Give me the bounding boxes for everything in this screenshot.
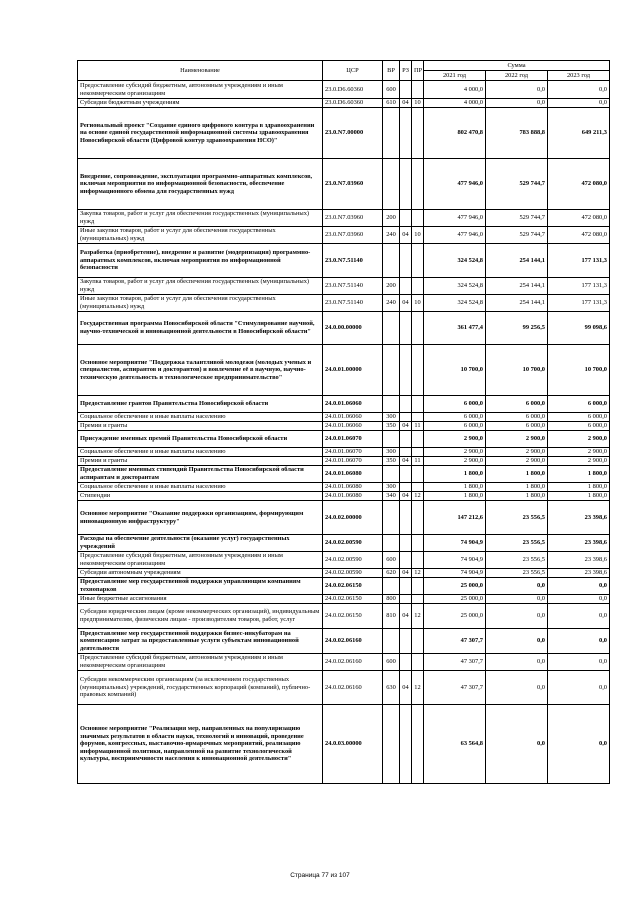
row-vr: 300 (383, 483, 400, 492)
row-name: Предоставление субсидий бюджетным, автономным учреждениям и иным некоммерческим организациям (78, 81, 323, 99)
row-rz (400, 413, 412, 422)
row-pr (412, 431, 424, 448)
row-value-2022: 2 900,0 (486, 448, 548, 457)
row-pr (412, 312, 424, 345)
table-row (78, 466, 610, 483)
row-value-2022: 1 800,0 (486, 483, 548, 492)
row-value-2022: 529 744,7 (486, 227, 548, 244)
row-csr: 24.0.02.06150 (323, 578, 383, 595)
row-pr (412, 396, 424, 413)
row-value-2022: 254 144,1 (486, 278, 548, 295)
header-year-2023: 2023 год (548, 71, 610, 81)
row-csr: 24.0.02.06160 (323, 654, 383, 671)
row-rz (400, 466, 412, 483)
row-rz: 04 (400, 492, 412, 501)
row-pr (412, 578, 424, 595)
row-csr: 23.0.N7.03960 (323, 227, 383, 244)
table-row (78, 227, 610, 244)
row-value-2023: 1 800,0 (548, 492, 610, 501)
row-name: Предоставление грантов Правительства Новосибирской области (78, 396, 323, 413)
row-rz: 04 (400, 604, 412, 629)
row-vr (383, 244, 400, 278)
row-pr (412, 552, 424, 569)
row-pr: 12 (412, 492, 424, 501)
row-value-2021: 361 477,4 (424, 312, 486, 345)
row-value-2022: 1 800,0 (486, 492, 548, 501)
row-rz (400, 535, 412, 552)
row-csr: 24.0.01.06080 (323, 483, 383, 492)
row-vr: 610 (383, 99, 400, 108)
row-name: Предоставление субсидий бюджетным, автономным учреждениям и иным некоммерческим организациям (78, 654, 323, 671)
header-row-top (78, 61, 610, 71)
row-value-2021: 6 000,0 (424, 422, 486, 431)
row-pr: 10 (412, 295, 424, 312)
row-value-2021: 47 307,7 (424, 671, 486, 705)
row-rz: 04 (400, 671, 412, 705)
row-vr (383, 345, 400, 396)
row-vr: 240 (383, 227, 400, 244)
row-pr (412, 210, 424, 227)
row-value-2022: 2 900,0 (486, 457, 548, 466)
row-value-2023: 0,0 (548, 578, 610, 595)
row-name: Предоставление именных стипендий Правительства Новосибирской области аспирантам и докторантам (78, 466, 323, 483)
row-value-2022: 0,0 (486, 595, 548, 604)
row-name: Социальное обеспечение и иные выплаты населению (78, 448, 323, 457)
header-sum: Сумма (424, 61, 610, 71)
row-pr (412, 535, 424, 552)
table-row (78, 413, 610, 422)
row-name: Предоставление субсидий бюджетным, автономным учреждениям и иным некоммерческим организациям (78, 552, 323, 569)
row-value-2022: 23 556,5 (486, 552, 548, 569)
row-value-2021: 1 800,0 (424, 492, 486, 501)
row-csr: 24.0.01.06060 (323, 413, 383, 422)
header-rz: РЗ (400, 61, 412, 81)
table-row (78, 278, 610, 295)
row-rz (400, 312, 412, 345)
row-value-2023: 177 131,3 (548, 244, 610, 278)
page-footer: Страница 77 из 107 (290, 872, 350, 879)
header-pr: ПР (412, 61, 424, 81)
row-value-2021: 6 000,0 (424, 413, 486, 422)
row-name: Закупка товаров, работ и услуг для обеспечения государственных (муниципальных) нужд (78, 210, 323, 227)
row-rz (400, 483, 412, 492)
row-pr (412, 345, 424, 396)
row-vr (383, 431, 400, 448)
table-row (78, 705, 610, 784)
header-year-2021: 2021 год (424, 71, 486, 81)
row-pr: 12 (412, 671, 424, 705)
row-value-2021: 74 904,9 (424, 535, 486, 552)
row-value-2022: 254 144,1 (486, 295, 548, 312)
row-value-2021: 477 946,0 (424, 227, 486, 244)
row-value-2021: 25 000,0 (424, 604, 486, 629)
row-value-2022: 529 744,7 (486, 210, 548, 227)
budget-table (77, 60, 610, 784)
row-value-2022: 6 000,0 (486, 396, 548, 413)
row-value-2021: 25 000,0 (424, 578, 486, 595)
row-name: Предоставление мер государственной поддержки бизнес-инкубаторам на компенсацию затрат за предоставленные услуги субъектам инновационной деятельности (78, 629, 323, 654)
row-value-2022: 0,0 (486, 604, 548, 629)
row-value-2021: 47 307,7 (424, 629, 486, 654)
row-pr (412, 466, 424, 483)
row-name: Субсидии некоммерческим организациям (за исключением государственных (муниципальных) учреждений, государственных корпораций (компаний), публично-правовых компаний) (78, 671, 323, 705)
row-value-2021: 25 000,0 (424, 595, 486, 604)
row-rz (400, 244, 412, 278)
row-value-2021: 4 000,0 (424, 81, 486, 99)
row-csr: 24.0.01.06070 (323, 457, 383, 466)
row-name: Внедрение, сопровождение, эксплуатация программно-аппаратных комплексов, включая мероприятия по информационной безопасности, обеспечение информационного обмена для государственных нужд (78, 159, 323, 210)
row-csr: 24.0.02.06150 (323, 604, 383, 629)
row-pr (412, 81, 424, 99)
row-value-2022: 529 744,7 (486, 159, 548, 210)
row-rz: 04 (400, 569, 412, 578)
table-row (78, 244, 610, 278)
row-value-2022: 0,0 (486, 81, 548, 99)
row-name: Разработка (приобретение), внедрение и развитие (модернизация) программно-аппаратных комплексов, включая мероприятия по информационной безопасности (78, 244, 323, 278)
row-rz (400, 81, 412, 99)
row-value-2022: 254 144,1 (486, 244, 548, 278)
row-pr: 10 (412, 227, 424, 244)
row-value-2023: 649 211,3 (548, 108, 610, 159)
row-csr: 24.0.02.00590 (323, 535, 383, 552)
row-vr (383, 578, 400, 595)
row-vr: 350 (383, 422, 400, 431)
row-value-2021: 802 470,8 (424, 108, 486, 159)
table-row (78, 578, 610, 595)
row-csr: 23.0.N7.03960 (323, 210, 383, 227)
row-name: Государственная программа Новосибирской области "Стимулирование научной, научно-технической и инновационной деятельности в Новосибирской области" (78, 312, 323, 345)
header-year-2022: 2022 год (486, 71, 548, 81)
row-vr: 630 (383, 671, 400, 705)
table-row (78, 448, 610, 457)
row-name: Присуждение именных премий Правительства Новосибирской области (78, 431, 323, 448)
row-vr (383, 396, 400, 413)
row-value-2023: 2 900,0 (548, 457, 610, 466)
row-pr (412, 278, 424, 295)
row-name: Субсидии юридическим лицам (кроме некоммерческих организаций), индивидуальным предпринимателям, физическим лицам - производителям товаров, работ, услуг (78, 604, 323, 629)
row-rz (400, 159, 412, 210)
row-value-2022: 2 900,0 (486, 431, 548, 448)
row-value-2023: 2 900,0 (548, 431, 610, 448)
row-pr: 12 (412, 569, 424, 578)
row-csr: 24.0.02.00590 (323, 569, 383, 578)
row-csr: 24.0.01.06060 (323, 422, 383, 431)
row-rz (400, 501, 412, 535)
row-value-2023: 472 080,0 (548, 159, 610, 210)
row-value-2022: 10 700,0 (486, 345, 548, 396)
row-csr: 23.0.N7.51140 (323, 295, 383, 312)
row-name: Иные бюджетные ассигнования (78, 595, 323, 604)
row-vr (383, 108, 400, 159)
row-rz (400, 654, 412, 671)
row-name: Основное мероприятие "Реализация мер, направленных на популяризацию значимых результатов в области науки, технологий и инноваций, проведение форумов, конгрессных, выставочно-ярмарочных мероприятий, реализацию информационной политики, направленной на развитие технологической культуры, восприимчивости населения к инновационной деятельности" (78, 705, 323, 784)
row-vr: 200 (383, 210, 400, 227)
row-rz (400, 552, 412, 569)
row-value-2023: 1 800,0 (548, 483, 610, 492)
row-value-2021: 4 000,0 (424, 99, 486, 108)
row-value-2022: 23 556,5 (486, 501, 548, 535)
row-value-2021: 74 904,9 (424, 569, 486, 578)
row-value-2023: 1 800,0 (548, 466, 610, 483)
row-value-2021: 2 900,0 (424, 448, 486, 457)
row-csr: 24.0.01.06060 (323, 396, 383, 413)
row-value-2023: 0,0 (548, 81, 610, 99)
row-value-2023: 23 398,6 (548, 569, 610, 578)
row-pr (412, 483, 424, 492)
row-value-2021: 74 904,9 (424, 552, 486, 569)
row-csr: 24.0.00.00000 (323, 312, 383, 345)
table-row (78, 552, 610, 569)
row-name: Основное мероприятие "Поддержка талантливой молодежи (молодых ученых и специалистов, аспирантов и докторантов) и вовлечение её в научную, научно-техническую деятельность и технологическое предпринимательство" (78, 345, 323, 396)
table-row (78, 595, 610, 604)
row-rz (400, 278, 412, 295)
table-row (78, 535, 610, 552)
row-name: Расходы на обеспечение деятельности (оказание услуг) государственных учреждений (78, 535, 323, 552)
row-vr: 600 (383, 552, 400, 569)
row-value-2023: 0,0 (548, 705, 610, 784)
row-value-2023: 0,0 (548, 654, 610, 671)
row-vr: 350 (383, 457, 400, 466)
row-name: Социальное обеспечение и иные выплаты населению (78, 413, 323, 422)
row-value-2022: 783 888,8 (486, 108, 548, 159)
row-value-2021: 2 900,0 (424, 457, 486, 466)
row-vr (383, 501, 400, 535)
row-rz: 04 (400, 422, 412, 431)
row-value-2023: 6 000,0 (548, 422, 610, 431)
row-rz (400, 345, 412, 396)
row-csr: 24.0.01.00000 (323, 345, 383, 396)
row-rz (400, 396, 412, 413)
row-rz: 04 (400, 295, 412, 312)
row-pr: 11 (412, 457, 424, 466)
row-pr (412, 413, 424, 422)
row-pr (412, 629, 424, 654)
row-vr: 340 (383, 492, 400, 501)
row-csr: 24.0.01.06080 (323, 466, 383, 483)
row-pr (412, 705, 424, 784)
row-pr (412, 159, 424, 210)
row-rz: 04 (400, 99, 412, 108)
row-vr: 200 (383, 278, 400, 295)
header-name: Наименование (78, 61, 323, 81)
row-value-2022: 99 256,5 (486, 312, 548, 345)
row-pr (412, 108, 424, 159)
row-vr: 800 (383, 595, 400, 604)
table-row (78, 159, 610, 210)
row-name: Премии и гранты (78, 422, 323, 431)
table-row (78, 210, 610, 227)
row-name: Иные закупки товаров, работ и услуг для обеспечения государственных (муниципальных) нужд (78, 227, 323, 244)
row-value-2023: 0,0 (548, 629, 610, 654)
row-csr: 23.0.D6.60360 (323, 81, 383, 99)
row-value-2023: 23 398,6 (548, 552, 610, 569)
row-vr (383, 535, 400, 552)
row-name: Субсидии бюджетным учреждениям (78, 99, 323, 108)
row-name: Региональный проект "Создание единого цифрового контура в здравоохранении на основе единой государственной информационной системы здравоохранения Новосибирской области (Цифровой контур здравоохранения НСО)" (78, 108, 323, 159)
table-row (78, 492, 610, 501)
table-row (78, 457, 610, 466)
header-vr: ВР (383, 61, 400, 81)
row-name: Субсидии автономным учреждениям (78, 569, 323, 578)
row-name: Стипендии (78, 492, 323, 501)
row-value-2023: 23 398,6 (548, 535, 610, 552)
row-pr (412, 448, 424, 457)
row-value-2021: 2 900,0 (424, 431, 486, 448)
row-name: Премии и гранты (78, 457, 323, 466)
row-rz (400, 705, 412, 784)
row-vr (383, 705, 400, 784)
row-pr (412, 595, 424, 604)
row-rz (400, 210, 412, 227)
table-row (78, 396, 610, 413)
row-csr: 24.0.01.06080 (323, 492, 383, 501)
table-row (78, 312, 610, 345)
budget-table-container (77, 60, 609, 784)
row-value-2022: 23 556,5 (486, 535, 548, 552)
row-name: Предоставление мер государственной поддержки управляющим компаниям технопарков (78, 578, 323, 595)
row-value-2021: 324 524,8 (424, 295, 486, 312)
row-rz (400, 578, 412, 595)
table-row (78, 108, 610, 159)
row-csr: 23.0.N7.00000 (323, 108, 383, 159)
row-value-2022: 6 000,0 (486, 422, 548, 431)
row-value-2023: 10 700,0 (548, 345, 610, 396)
table-row (78, 99, 610, 108)
row-value-2023: 472 080,0 (548, 210, 610, 227)
row-csr: 24.0.03.00000 (323, 705, 383, 784)
row-value-2023: 472 080,0 (548, 227, 610, 244)
row-csr: 24.0.01.06070 (323, 431, 383, 448)
row-rz (400, 431, 412, 448)
row-rz (400, 595, 412, 604)
row-csr: 24.0.01.06070 (323, 448, 383, 457)
row-vr: 600 (383, 81, 400, 99)
table-row (78, 501, 610, 535)
row-csr: 23.0.N7.51140 (323, 278, 383, 295)
row-value-2021: 47 307,7 (424, 654, 486, 671)
row-value-2021: 324 524,8 (424, 278, 486, 295)
table-row (78, 671, 610, 705)
row-rz (400, 629, 412, 654)
row-vr: 300 (383, 448, 400, 457)
row-value-2023: 0,0 (548, 604, 610, 629)
row-csr: 24.0.02.06160 (323, 671, 383, 705)
row-value-2023: 177 131,3 (548, 278, 610, 295)
row-vr: 600 (383, 654, 400, 671)
row-value-2023: 0,0 (548, 595, 610, 604)
row-value-2021: 324 524,8 (424, 244, 486, 278)
row-value-2022: 0,0 (486, 578, 548, 595)
row-csr: 23.0.N7.03960 (323, 159, 383, 210)
row-value-2023: 6 000,0 (548, 413, 610, 422)
table-row (78, 295, 610, 312)
row-value-2021: 477 946,0 (424, 159, 486, 210)
row-pr (412, 244, 424, 278)
row-vr (383, 312, 400, 345)
row-value-2023: 23 398,6 (548, 501, 610, 535)
row-value-2022: 0,0 (486, 99, 548, 108)
row-csr: 24.0.02.06150 (323, 595, 383, 604)
row-csr: 24.0.02.00000 (323, 501, 383, 535)
row-value-2023: 6 000,0 (548, 396, 610, 413)
row-value-2021: 10 700,0 (424, 345, 486, 396)
table-row (78, 483, 610, 492)
row-value-2022: 0,0 (486, 654, 548, 671)
row-value-2022: 0,0 (486, 629, 548, 654)
row-name: Основное мероприятие "Оказание поддержки организациям, формирующим инновационную инфраструктуру" (78, 501, 323, 535)
row-name: Социальное обеспечение и иные выплаты населению (78, 483, 323, 492)
row-pr: 12 (412, 604, 424, 629)
row-rz (400, 108, 412, 159)
row-csr: 24.0.02.00590 (323, 552, 383, 569)
row-csr: 23.0.D6.60360 (323, 99, 383, 108)
row-name: Закупка товаров, работ и услуг для обеспечения государственных (муниципальных) нужд (78, 278, 323, 295)
table-row (78, 569, 610, 578)
table-row (78, 604, 610, 629)
table-body (78, 81, 610, 784)
row-pr: 10 (412, 99, 424, 108)
row-value-2023: 177 131,3 (548, 295, 610, 312)
table-row (78, 81, 610, 99)
row-value-2022: 0,0 (486, 671, 548, 705)
row-vr (383, 159, 400, 210)
row-pr (412, 654, 424, 671)
row-vr: 620 (383, 569, 400, 578)
row-rz: 04 (400, 457, 412, 466)
header-csr: ЦСР (323, 61, 383, 81)
row-value-2023: 2 900,0 (548, 448, 610, 457)
row-name: Иные закупки товаров, работ и услуг для обеспечения государственных (муниципальных) нужд (78, 295, 323, 312)
row-value-2023: 99 098,6 (548, 312, 610, 345)
table-row (78, 422, 610, 431)
row-value-2022: 1 800,0 (486, 466, 548, 483)
row-rz (400, 448, 412, 457)
row-csr: 23.0.N7.51140 (323, 244, 383, 278)
row-value-2021: 1 800,0 (424, 466, 486, 483)
row-value-2022: 23 556,5 (486, 569, 548, 578)
row-value-2021: 6 000,0 (424, 396, 486, 413)
row-value-2022: 0,0 (486, 705, 548, 784)
row-vr: 300 (383, 413, 400, 422)
row-value-2023: 0,0 (548, 671, 610, 705)
table-row (78, 345, 610, 396)
row-pr: 11 (412, 422, 424, 431)
table-row (78, 629, 610, 654)
row-vr: 810 (383, 604, 400, 629)
table-row (78, 431, 610, 448)
row-value-2021: 63 564,8 (424, 705, 486, 784)
row-value-2021: 477 946,0 (424, 210, 486, 227)
row-pr (412, 501, 424, 535)
row-vr: 240 (383, 295, 400, 312)
row-rz: 04 (400, 227, 412, 244)
row-vr (383, 466, 400, 483)
row-value-2023: 0,0 (548, 99, 610, 108)
row-value-2021: 1 800,0 (424, 483, 486, 492)
table-row (78, 654, 610, 671)
row-value-2021: 147 212,6 (424, 501, 486, 535)
row-value-2022: 6 000,0 (486, 413, 548, 422)
row-vr (383, 629, 400, 654)
row-csr: 24.0.02.06160 (323, 629, 383, 654)
